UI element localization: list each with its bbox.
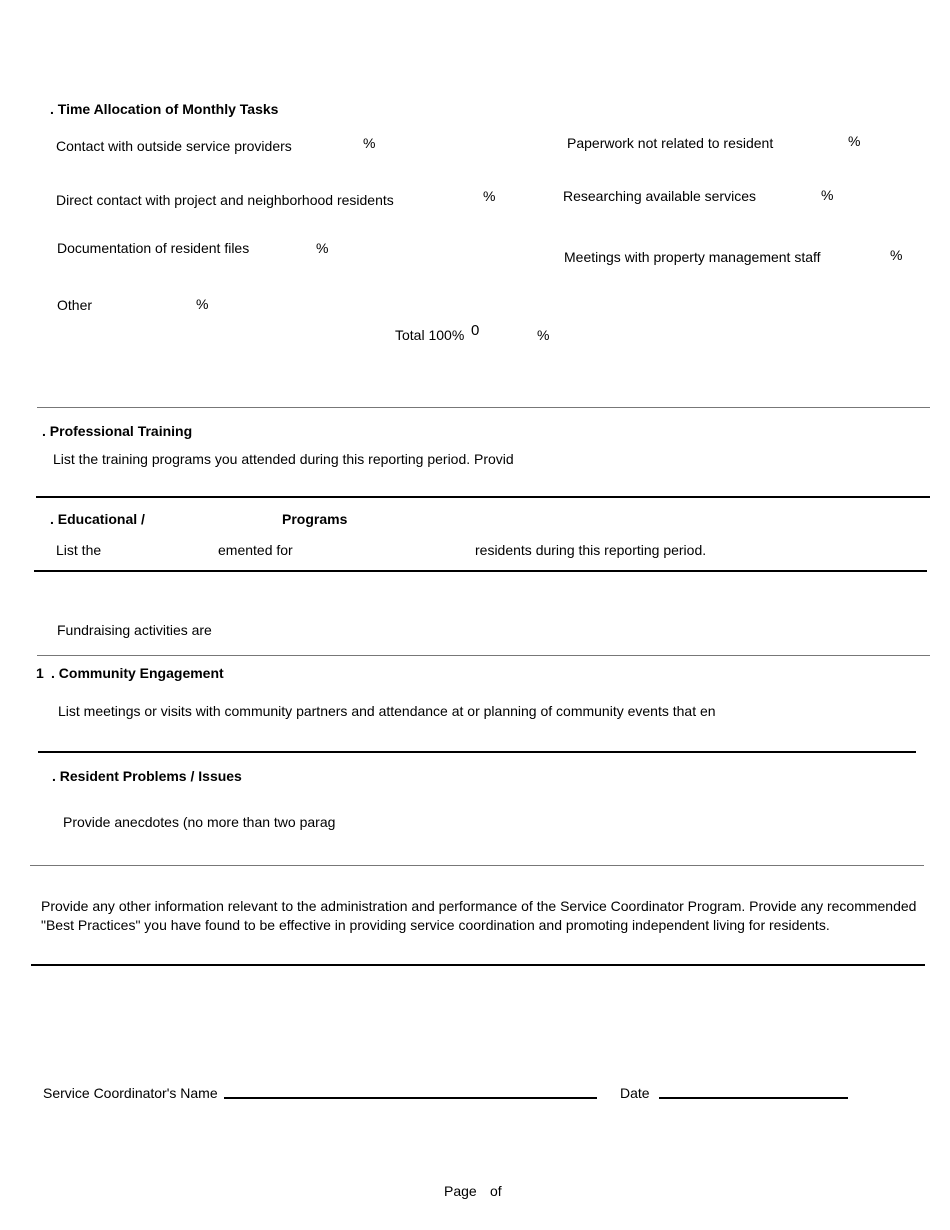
divider [37,407,930,408]
task-input-direct-contact[interactable] [405,186,481,208]
time-allocation-heading: . Time Allocation of Monthly Tasks [50,101,279,117]
task-label-direct-contact: Direct contact with project and neighborhood residents [56,192,394,208]
task-input-researching[interactable] [764,183,820,205]
date-label: Date [620,1085,650,1101]
task-label-documentation: Documentation of resident files [57,240,250,256]
task-label-researching: Researching available services [563,188,756,204]
task-label-paperwork: Paperwork not related to resident [567,135,774,151]
task-label-outside-providers: Contact with outside service providers [56,138,292,154]
divider [34,570,927,572]
divider [38,751,916,753]
divider [30,865,924,866]
community-instruction: List meetings or visits with community partners and attendance at or planning of community events that en [58,703,716,719]
divider [31,964,925,966]
task-input-documentation[interactable] [256,236,315,258]
task-label-other: Other [57,297,93,313]
educational-instruction-part3: residents during this reporting period. [475,542,707,558]
educational-heading-bold: . Educational / [50,511,145,527]
educational-heading-part1 [50,512,145,526]
page-of-label: of [490,1183,502,1199]
community-heading: . Community Engagement [51,665,224,681]
professional-training-instruction: List the training programs you attended during this reporting period. Provid [53,451,514,467]
coordinator-name-line[interactable] [224,1097,597,1099]
divider [37,655,930,656]
total-value: 0 [471,322,480,339]
educational-instruction-part2: emented for [218,542,293,558]
task-label-meetings-staff: Meetings with property management staff [564,249,821,265]
educational-heading-part2: Programs [282,511,348,527]
divider [36,496,930,498]
task-percent-direct-contact: % [483,188,496,204]
fundraising-text: Fundraising activities are [57,622,212,638]
task-percent-meetings-staff: % [890,247,903,263]
task-percent-paperwork: % [848,133,861,149]
task-percent-other: % [196,296,209,312]
page-label: Page [444,1183,477,1199]
professional-training-heading: . Professional Training [42,423,193,439]
other-info-text: Provide any other information relevant to the administration and performance of the Service Coordinator Program. Provide any recommended "Best Practices" you have found to be effective in providing service coordination and promoting independent living for residents. [41,898,917,933]
resident-problems-instruction: Provide anecdotes (no more than two parag [63,814,336,830]
community-number: 1 [36,665,44,681]
total-percent: % [537,327,550,343]
task-percent-outside-providers: % [363,135,376,151]
task-input-other[interactable] [100,292,194,314]
coordinator-name-label: Service Coordinator's Name [43,1085,218,1101]
task-input-paperwork[interactable] [782,130,846,152]
total-label: Total 100% [395,327,465,343]
date-line[interactable] [659,1097,848,1099]
task-percent-documentation: % [316,240,329,256]
task-input-outside-providers[interactable] [300,132,362,154]
resident-problems-heading: . Resident Problems / Issues [52,768,242,784]
educational-instruction-part1: List the [56,542,102,558]
task-input-meetings-staff[interactable] [828,244,888,266]
task-percent-researching: % [821,187,834,203]
